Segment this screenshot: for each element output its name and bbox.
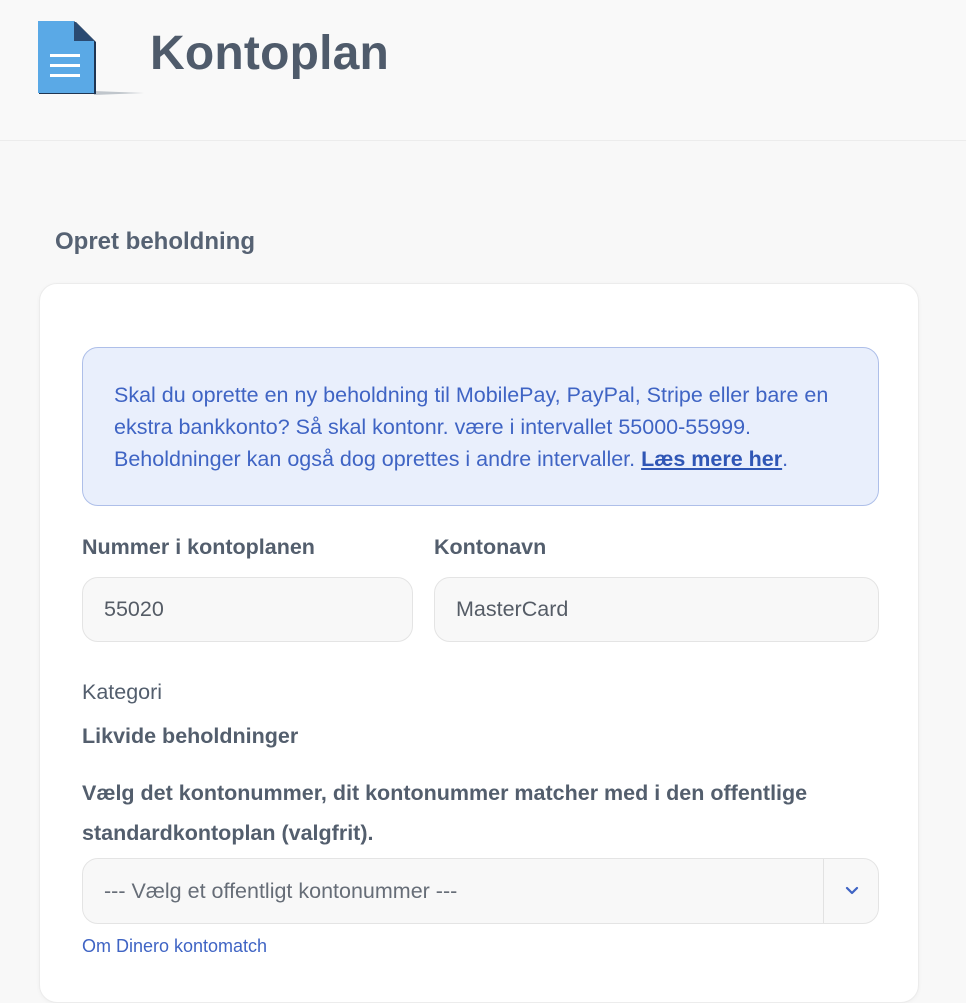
info-box (82, 347, 879, 506)
public-account-select[interactable] (82, 858, 879, 924)
public-account-match-instructions: Vælg det kontonummer, dit kontonummer matcher med i den offentlige standardkontoplan (valgfrit). (82, 781, 808, 845)
chevron-down-icon[interactable] (824, 859, 879, 923)
account-number-value: 55020 (104, 597, 164, 621)
account-number-input[interactable] (82, 577, 413, 642)
account-name-input[interactable] (434, 577, 879, 642)
info-trailing: . (782, 447, 789, 471)
account-number-label: Nummer i kontoplanen (82, 535, 315, 559)
info-text: Skal du oprette en ny beholdning til MobilePay, PayPal, Stripe eller bare en ekstra bankkonto? Så skal kontonr. være i intervallet 55000-55999. Beholdninger kan også dog oprettes i andre intervaller. (114, 383, 829, 471)
document-icon (38, 21, 144, 95)
category-label: Kategori (82, 680, 163, 704)
section-heading: Opret beholdning (55, 228, 255, 255)
account-name-value: MasterCard (456, 597, 569, 621)
app-title: Kontoplan (150, 27, 390, 80)
create-account-card (39, 283, 919, 1003)
public-account-select-value: --- Vælg et offentligt kontonummer --- (104, 879, 458, 903)
read-more-link[interactable]: Læs mere her (641, 447, 783, 471)
account-name-label: Kontonavn (434, 535, 547, 559)
category-value: Likvide beholdninger (82, 724, 299, 748)
about-account-match-link[interactable]: Om Dinero kontomatch (82, 936, 268, 956)
app-header (0, 0, 966, 141)
